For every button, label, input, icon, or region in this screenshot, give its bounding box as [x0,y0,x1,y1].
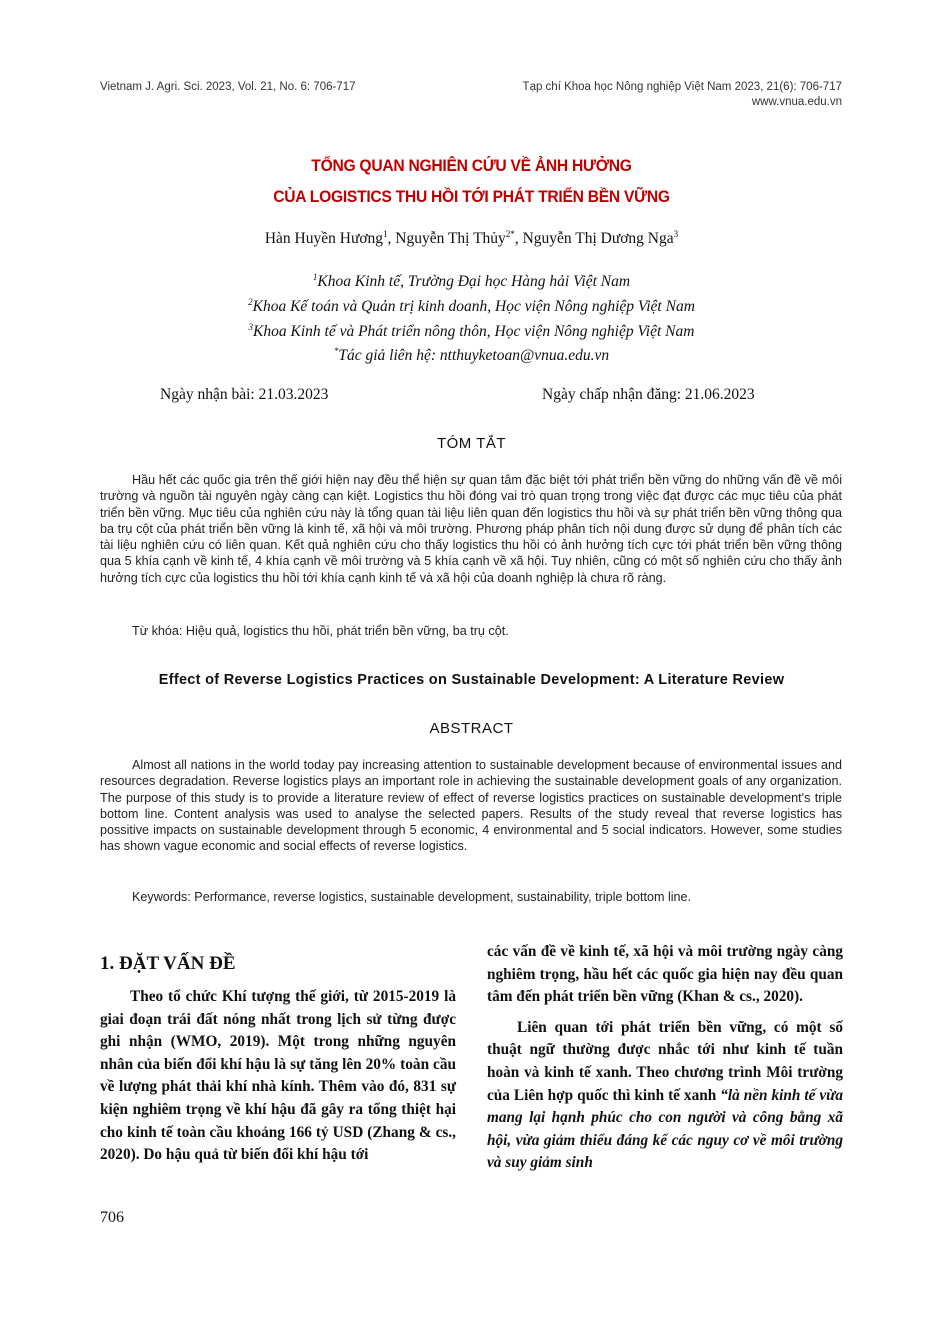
english-title: Effect of Reverse Logistics Practices on Sustainable Development: A Literature Review [158,672,785,688]
accepted-date: Ngày chấp nhận đăng: 21.06.2023 [542,386,755,403]
en-abstract [100,757,842,855]
title-line-2: CỦA LOGISTICS THU HỒI TỚI PHÁT TRIỂN BỀN VỮNG [273,187,670,206]
affiliation [0,292,943,317]
section-heading: 1. ĐẶT VẤN ĐỀ [100,953,236,974]
journal-citation-en: Vietnam J. Agri. Sci. 2023, Vol. 21, No. 6: 706-717 [100,81,356,93]
title-line-1: TỔNG QUAN NGHIÊN CỨU VỀ ẢNH HƯỞNG [311,156,632,175]
received-date: Ngày nhận bài: 21.03.2023 [160,386,329,403]
aff-sup: 3 [248,322,254,333]
left-column [100,986,456,1167]
journal-citation-vn-text: Tạp chí Khoa học Nông nghiệp Việt Nam 2023, 21(6): 706-717 [522,81,842,93]
author-sup: 1 [383,229,388,239]
affiliations [0,267,943,342]
paragraph-text: Liên quan tới phát triển bền vững, có một số thuật ngữ thường được nhắc tới như kinh tế tuần hoàn và kinh tế xanh. Theo chương trình Môi trường của Liên hợp quốc thì kinh tế xanh [487,1018,843,1104]
aff-text: Khoa Kinh tế và Phát triển nông thôn, Học viện Nông nghiệp Việt Nam [253,323,695,341]
vn-abstract-body: Hầu hết các quốc gia trên thế giới hiện nay đều thể hiện sự quan tâm đặc biệt tới phát triển bền vững do những vấn đề về môi trường và nguồn tài nguyên ngày càng cạn kiệt. Logistics thu hồi đóng vai trò quan trọng trong việc đạt được các mục tiêu của phát triển bền vững. Mục tiêu của nghiên cứu này là tổng quan tài liệu liên quan đến logistics thu hồi và sự phát triển bền vững thông qua ba trụ cột của phát triển bền vững là kinh tế, xã hội và môi trường. Phương pháp phân tích nội dung được sử dụng để phân tích các tài liệu nghiên cứu có liên quan. Kết quả nghiên cứu cho thấy logistics thu hồi có ảnh hưởng tích cực tới phát triển bền vững thông qua 5 khía cạnh về kinh tế, 4 khía cạnh về môi trường và 5 khía cạnh về xã hội. Tuy nhiên, cũng có một số nghiên cứu cho thấy ảnh hưởng tích cực của logistics thu hồi tới khía cạnh kinh tế và xã hội của doanh nghiệp là chưa rõ ràng. [100,473,842,585]
corresponding-author [0,346,943,365]
journal-citation-vn [523,80,842,110]
author-name: Nguyễn Thị Thủy [395,230,506,248]
paragraph: các vấn đề về kinh tế, xã hội và môi trường ngày càng nghiêm trọng, hầu hết các quốc gia hiện nay đều quan tâm đến phát triển bền vững (Khan & cs., 2020). [487,943,843,1006]
aff-sup: 2 [248,297,253,308]
aff-text: Khoa Kinh tế, Trường Đại học Hàng hải Việt Nam [317,273,631,291]
author-name: Hàn Huyền Hương [264,230,384,248]
affiliation [0,267,943,292]
en-abstract-heading: ABSTRACT [429,720,514,737]
paper-title [38,150,906,212]
aff-text: Khoa Kế toán và Quản trị kinh doanh, Học viện Nông nghiệp Việt Nam [252,298,695,316]
quote-text: “là nền kinh tế vừa mang lại hạnh phúc cho con người và công bằng xã hội, vừa giảm thiểu đáng kể các nguy cơ về môi trường và suy giảm sinh [487,1086,843,1172]
corr-text: Tác giả liên hệ: ntthuyketoan@vnua.edu.vn [338,347,610,365]
paragraph: Theo tổ chức Khí tượng thế giới, từ 2015-2019 là giai đoạn trái đất nóng nhất trong lịch sử từng được ghi nhận (WMO, 2019). Một trong những nguyên nhân của biến đổi khí hậu là sự tăng lên 20% toàn cầu về lượng phát thải khí nhà kính. Thêm vào đó, 831 sự kiện nghiêm trọng về khí hậu đã gây ra tổng thiệt hại cho kinh tế toàn cầu khoảng 166 tỷ USD (Zhang & cs., 2020). Do hậu quả từ biến đổi khí hậu tới [100,988,456,1164]
vn-keywords: Từ khóa: Hiệu quả, logistics thu hồi, phát triển bền vững, ba trụ cột. [132,624,509,638]
en-keywords: Keywords: Performance, reverse logistics, sustainable development, sustainability, triple bottom line. [132,890,692,904]
author-sup: 3 [673,229,679,239]
authors: Hàn Huyền Hương$^1$, Nguyễn Thị Thủy$^{2*}$, Nguyễn Thị Dương Nga$^3$ [264,229,679,248]
author-name: Nguyễn Thị Dương Nga [522,230,674,248]
vn-abstract-heading: TÓM TẮT [436,435,507,452]
vn-abstract [100,472,842,586]
author-sup: 2* [505,229,515,239]
journal-website: www.vnua.edu.vn [751,96,842,108]
paragraph [487,1017,843,1175]
page-number: 706 [100,1209,124,1226]
aff-sup: 1 [312,272,318,282]
affiliation [0,317,943,342]
right-column [487,941,843,1175]
en-abstract-body: Almost all nations in the world today pay increasing attention to sustainable development because of environmental issues and resources degradation. Reverse logistics plays an important role in achieving the sustainable development goals of any organization. The purpose of this study is to provide a literature review of effect of reverse logistics practices on sustainable development's triple bottom line. Content analysis was used to analyse the selected papers. Results of the study reveal that reverse logistics has possitive impacts on sustainable development through 5 economic, 4 environmental and 5 social indicators. However, some studies has shown vague economic and social effects of reverse logistics. [100,758,842,854]
corr-sup: * [333,346,339,356]
